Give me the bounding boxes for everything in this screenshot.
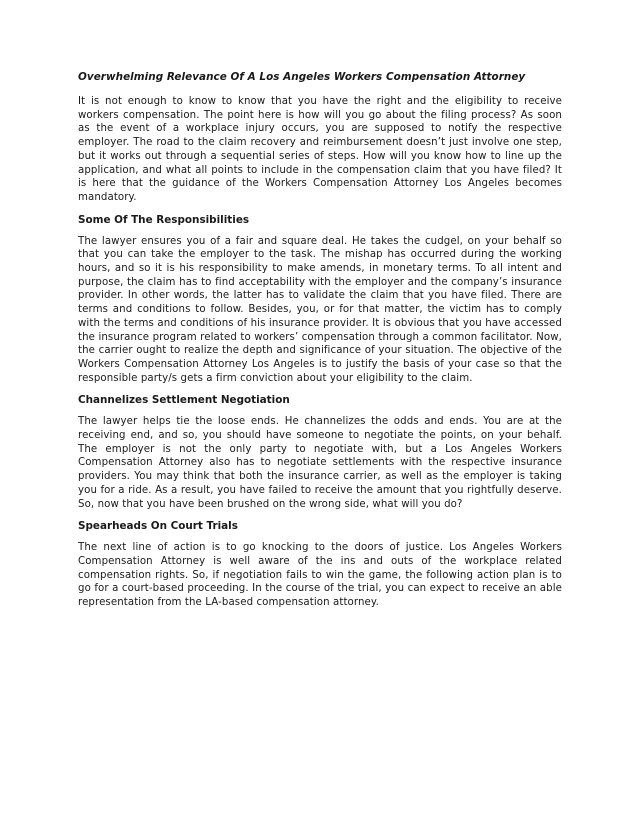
document-page [78, 70, 562, 618]
section-body-negotiation: The lawyer helps tie the loose ends. He channelizes the odds and ends. You are at the receiving end, and so, you should have someone to negotiate the points, on your behalf. The employer is not the only party to negotiate with, but a Los Angeles Workers Compensation Attorney also has to negotiate settlements with the respective insurance providers. You may think that both the insurance carrier, as well as the employer is taking you for a ride. As a result, you have failed to receive the amount that you rightfully deserve. So, now that you have been brushed on the wrong side, what will you do? [78, 416, 562, 510]
section-heading-responsibilities: Some Of The Responsibilities [78, 213, 250, 226]
section-heading-negotiation: Channelizes Settlement Negotiation [78, 394, 290, 407]
section-body-court-trials: The next line of action is to go knocking to the doors of justice. Los Angeles Workers Compensation Attorney is well aware of the ins and outs of the workplace related compensation rights. So, if negotiation fails to win the game, the following action plan is to go for a court-based proceeding. In the course of the trial, you can expect to receive an able representation from the LA-based compensation attorney. [78, 542, 562, 609]
document-title: Overwhelming Relevance Of A Los Angeles Workers Compensation Attorney [78, 71, 526, 83]
intro-paragraph: It is not enough to know to know that you have the right and the eligibility to receive workers compensation. The point here is how will you go about the filing process? As soon as the event of a workplace injury occurs, you are supposed to notify the respective employer. The road to the claim recovery and reimbursement doesn’t just involve one step, but it works out through a sequential series of steps. How will you know how to line up the application, and what all points to include in the compensation claim that you have filed? It is here that the guidance of the Workers Compensation Attorney Los Angeles becomes mandatory. [78, 96, 562, 203]
section-heading-court-trials: Spearheads On Court Trials [78, 520, 238, 533]
section-body-responsibilities: The lawyer ensures you of a fair and square deal. He takes the cudgel, on your behalf so that you can take the employer to the task. The mishap has occurred during the working hours, and so it is his responsibility to make amends, in monetary terms. To all intent and purpose, the claim has to find acceptability with the employer and the company’s insurance provider. In other words, the latter has to validate the claim that you have filed. There are terms and conditions to follow. Besides, you, or for that matter, the victim has to comply with the terms and conditions of his insurance provider. It is obvious that you have accessed the insurance program related to workers’ compensation through a common facilitator. Now, the carrier ought to realize the depth and significance of your situation. The objective of the Workers Compensation Attorney Los Angeles is to justify the basis of your case so that the responsible party/s gets a firm conviction about your eligibility to the claim. [78, 235, 562, 384]
